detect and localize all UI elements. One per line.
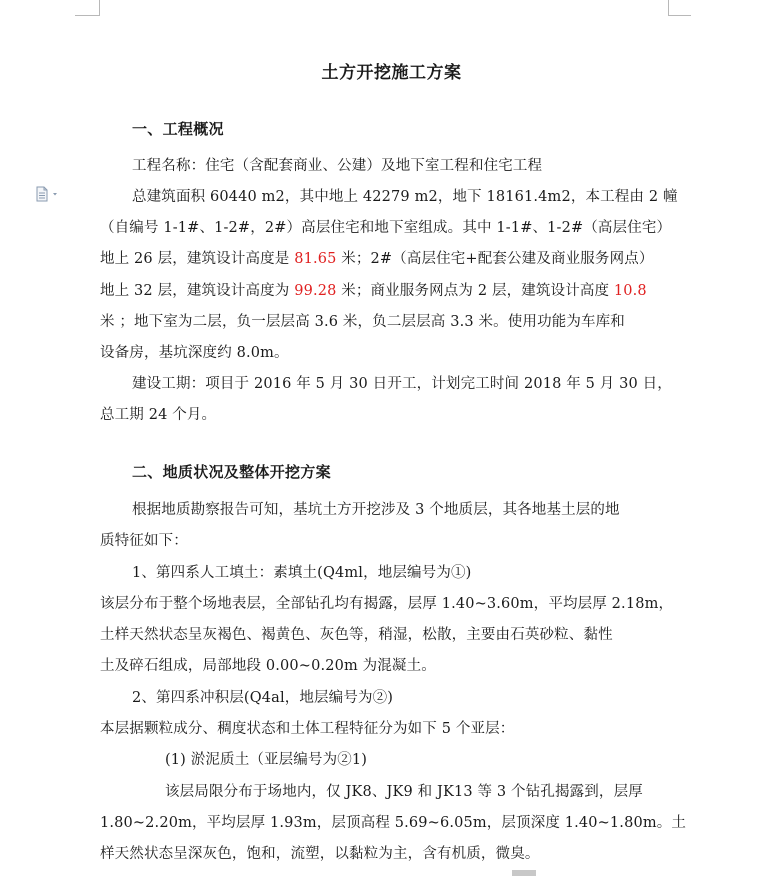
- layer1-line-3: 土及碎石组成，局部地段 0.00~0.20m 为混凝土。: [100, 658, 436, 674]
- section2-heading: 二、地质状况及整体开挖方案: [132, 463, 331, 481]
- layer1-line-2: 土样天然状态呈灰褐色、褐黄色、灰色等，稍湿，松散，主要由石英砂粒、黏性: [100, 627, 613, 643]
- height-line-3-a: 地上 26 层，建筑设计高度是: [100, 251, 295, 267]
- layer2-title: 2、第四系冲积层(Q4al，地层编号为②): [132, 690, 394, 706]
- basement-line-6: 设备房，基坑深度约 8.0m。: [100, 345, 289, 361]
- sublayer1-line-2: 1.80~2.20m，平均层厚 1.93m，层顶高程 5.69~6.05m，层顶深度 1.40~1.80m。土: [100, 815, 687, 831]
- layer1-title: 1、第四系人工填土：素填土(Q4ml，地层编号为①): [132, 565, 472, 581]
- height-value-1: 81.65: [294, 251, 337, 267]
- section1-heading: 一、工程概况: [132, 120, 224, 138]
- schedule-line-1: 建设工期：项目于 2016 年 5 月 30 日开工，计划完工时间 2018 年 5 月 30 日，: [132, 376, 672, 392]
- page-edge-marker: [512, 870, 536, 876]
- paragraph-menu-icon[interactable]: [34, 186, 64, 202]
- height-line-4: [100, 279, 647, 300]
- crop-mark-top-left: [75, 0, 100, 16]
- crop-mark-top-right: [668, 0, 691, 16]
- area-line-1: 总建筑面积 60440 m2，其中地上 42279 m2，地下 18161.4m2，本工程由 2 幢: [132, 189, 678, 205]
- area-line-2: （自编号 1-1#、1-2#，2#）高层住宅和地下室组成。其中 1-1#、1-2#（高层住宅）: [100, 220, 672, 236]
- geology-intro-line-1: 根据地质勘察报告可知，基坑土方开挖涉及 3 个地质层，其各地基土层的地: [132, 502, 620, 518]
- layer1-line-1: 该层分布于整个场地表层，全部钻孔均有揭露，层厚 1.40~3.60m，平均层厚 2.18m，: [100, 596, 674, 612]
- basement-line-5: 米 ；地下室为二层，负一层层高 3.6 米，负二层层高 3.3 米。使用功能为车库和: [100, 314, 625, 330]
- geology-intro-line-2: 质特征如下：: [100, 533, 188, 549]
- sublayer1-line-3: 样天然状态呈深灰色，饱和，流塑，以黏粒为主，含有机质，微臭。: [100, 846, 540, 862]
- sublayer1-title: (1) 淤泥质土（亚层编号为②1): [165, 752, 368, 768]
- document-title: 土方开挖施工方案: [321, 63, 462, 83]
- height-line-3-b: 米；2#（高层住宅+配套公建及商业服务网点）: [336, 251, 654, 267]
- height-value-3: 10.8: [613, 283, 647, 299]
- schedule-line-2: 总工期 24 个月。: [100, 407, 217, 423]
- project-name-line: 工程名称：住宅（含配套商业、公建）及地下室工程和住宅工程: [132, 158, 543, 174]
- height-line-4-a: 地上 32 层，建筑设计高度为: [100, 283, 295, 299]
- sublayer1-line-1: 该层局限分布于场地内，仅 JK8、JK9 和 JK13 等 3 个钻孔揭露到，层厚: [165, 784, 643, 800]
- height-line-4-b: 米；商业服务网点为 2 层，建筑设计高度: [336, 283, 614, 299]
- height-value-2: 99.28: [294, 283, 337, 299]
- layer2-intro: 本层据颗粒成分、稠度状态和土体工程特征分为如下 5 个亚层：: [100, 721, 515, 737]
- height-line-3: [100, 247, 654, 268]
